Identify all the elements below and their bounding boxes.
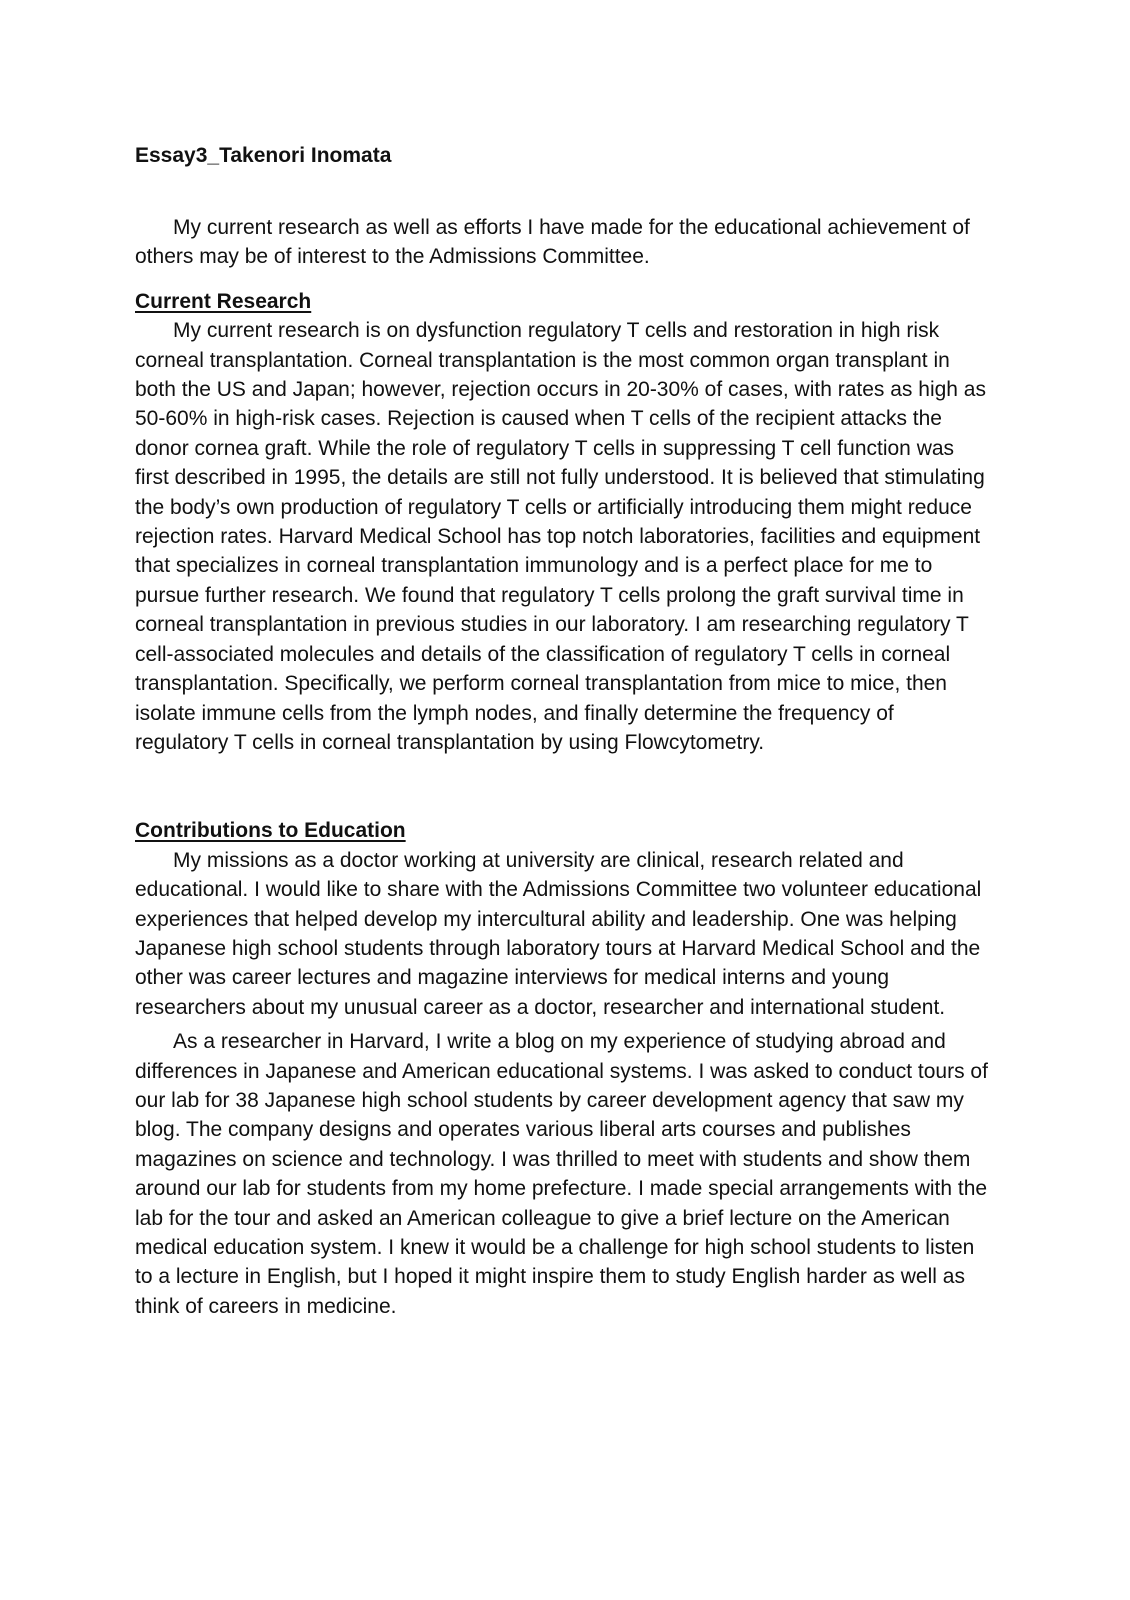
document-title: Essay3_Takenori Inomata bbox=[135, 144, 392, 167]
section-heading-current-research: Current Research bbox=[135, 289, 312, 313]
current-research-paragraph: My current research is on dysfunction regulatory T cells and restoration in high risk corneal transplantation. Corneal transplantation is the most common organ transplant in both the US and Japan; however, rejection occurs in 20-30% of cases, with rates as high as 50-60% in high-risk cases. Rejection is caused when T cells of the recipient attacks the donor cornea graft. While the role of regulatory T cells in suppressing T cell function was first described in 1995, the details are still not fully understood. It is believed that stimulating the body’s own production of regulatory T cells or artificially introducing them might reduce rejection rates. Harvard Medical School has top notch laboratories, facilities and equipment that specializes in corneal transplantation immunology and is a perfect place for me to pursue further research. We found that regulatory T cells prolong the graft survival time in corneal transplantation in previous studies in our laboratory. I am researching regulatory T cell-associated molecules and details of the classification of regulatory T cells in corneal transplantation. Specifically, we perform corneal transplantation from mice to mice, then isolate immune cells from the lymph nodes, and finally determine the frequency of regulatory T cells in corneal transplantation by using Flowcytometry. bbox=[135, 319, 986, 754]
contributions-paragraph-2: As a researcher in Harvard, I write a blog on my experience of studying abroad and differences in Japanese and American educational systems. I was asked to conduct tours of our lab for 38 Japanese high school students by career development agency that saw my blog. The company designs and operates various liberal arts courses and publishes magazines on science and technology. I was thrilled to meet with students and show them around our lab for students from my home prefecture. I made special arrangements with the lab for the tour and asked an American colleague to give a brief lecture on the American medical education system. I knew it would be a challenge for high school students to listen to a lecture in English, but I hoped it might inspire them to study English harder as well as think of careers in medicine. bbox=[135, 1030, 988, 1318]
intro-paragraph: My current research as well as efforts I have made for the educational achievement of others may be of interest to the Admissions Committee. bbox=[135, 216, 970, 269]
contributions-paragraph-1: My missions as a doctor working at university are clinical, research related and educational. I would like to share with the Admissions Committee two volunteer educational experiences that helped develop my intercultural ability and leadership. One was helping Japanese high school students through laboratory tours at Harvard Medical School and the other was career lectures and magazine interviews for medical interns and young researchers about my unusual career as a doctor, researcher and international student. bbox=[135, 848, 982, 1019]
section-heading-contributions-to-education: Contributions to Education bbox=[135, 819, 406, 843]
